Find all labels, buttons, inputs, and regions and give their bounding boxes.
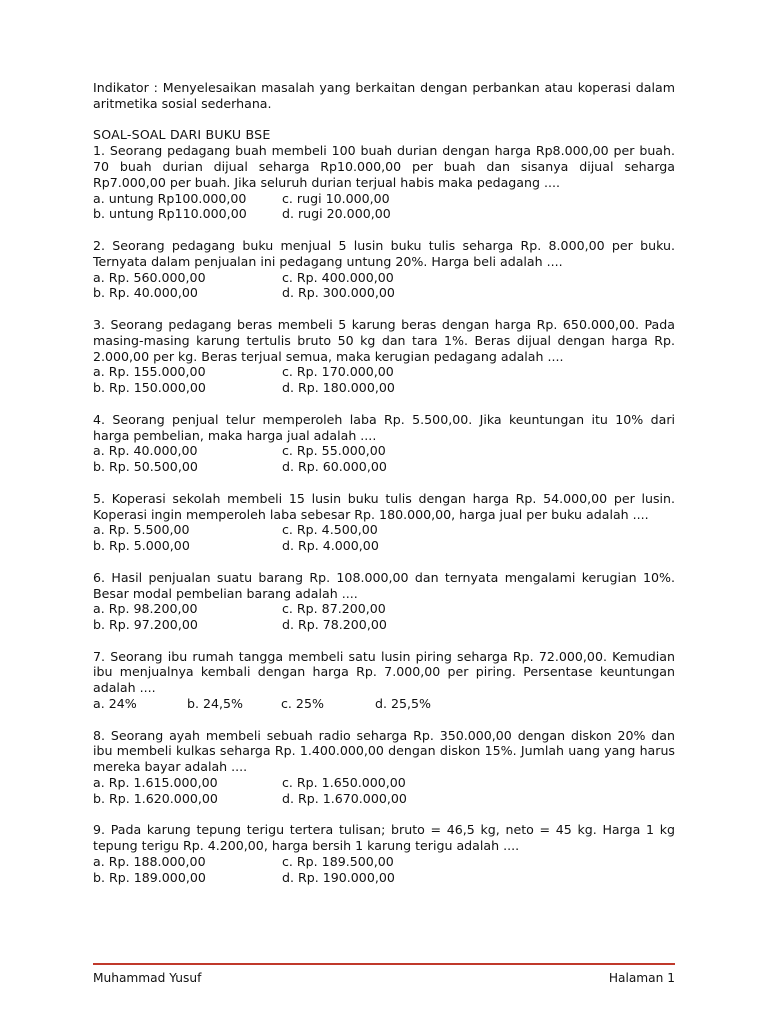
question-text: 1. Seorang pedagang buah membeli 100 buah durian dengan harga Rp8.000,00 per buah. 70 buah durian dijual seharga Rp10.000,00 per buah dan sisanya dijual seharga Rp7.000,00 per buah. Jika seluruh durian terjual habis maka pedagang .... xyxy=(93,143,675,190)
footer-rule xyxy=(93,963,675,965)
option-c: c. Rp. 400.000,00 xyxy=(282,269,394,285)
question-text: 3. Seorang pedagang beras membeli 5 karung beras dengan harga Rp. 650.000,00. Pada masing-masing karung tertulis bruto 50 kg dan tara 1%. Beras dijual dengan harga Rp. 2.000,00 per kg. Beras terjual semua, maka kerugian pedagang adalah .... xyxy=(93,316,675,364)
answer-options xyxy=(93,775,675,807)
answer-options xyxy=(93,364,675,396)
question-list xyxy=(93,143,675,885)
option-a: a. Rp. 188.000,00 xyxy=(93,854,206,870)
question-2 xyxy=(93,238,675,301)
option-b: b. Rp. 40.000,00 xyxy=(93,285,198,301)
indicator-text: Indikator : Menyelesaikan masalah yang berkaitan dengan perbankan atau koperasi dalam aritmetika sosial sederhana. xyxy=(93,80,675,111)
question-4 xyxy=(93,412,675,475)
option-d: d. Rp. 190.000,00 xyxy=(282,869,395,885)
option-d: d. Rp. 78.200,00 xyxy=(282,617,387,633)
option-c: c. rugi 10.000,00 xyxy=(282,190,390,206)
page-footer xyxy=(93,971,675,985)
option-b: b. Rp. 1.620.000,00 xyxy=(93,790,218,806)
question-9 xyxy=(93,822,675,885)
option-b: b. Rp. 150.000,00 xyxy=(93,380,206,396)
question-8 xyxy=(93,728,675,807)
question-6 xyxy=(93,570,675,633)
option-c: c. Rp. 1.650.000,00 xyxy=(282,775,406,791)
option-a: a. Rp. 1.615.000,00 xyxy=(93,775,218,791)
question-7 xyxy=(93,649,675,712)
document-body xyxy=(93,80,675,901)
option-a: a. Rp. 5.500,00 xyxy=(93,522,190,538)
option-b: b. Rp. 97.200,00 xyxy=(93,617,198,633)
spacer xyxy=(93,112,675,128)
question-text: 4. Seorang penjual telur memperoleh laba Rp. 5.500,00. Jika keuntungan itu 10% dari harga pembelian, maka harga jual adalah .... xyxy=(93,411,675,443)
option-c: c. Rp. 4.500,00 xyxy=(282,522,378,538)
question-text: 9. Pada karung tepung terigu tertera tulisan; bruto = 46,5 kg, neto = 45 kg. Harga 1 kg tepung terigu Rp. 4.200,00, harga bersih 1 karung terigu adalah .... xyxy=(93,822,675,854)
answer-options xyxy=(93,854,675,886)
option-a: a. untung Rp100.000,00 xyxy=(93,190,247,206)
section-title: SOAL-SOAL DARI BUKU BSE xyxy=(93,127,271,143)
answer-options xyxy=(93,522,675,554)
option-c: c. Rp. 55.000,00 xyxy=(282,443,386,459)
answer-options xyxy=(93,696,675,712)
option-d: d. rugi 20.000,00 xyxy=(282,206,391,222)
question-5 xyxy=(93,491,675,554)
footer-page-number: Halaman 1 xyxy=(608,971,675,985)
question-3 xyxy=(93,317,675,396)
question-text: 5. Koperasi sekolah membeli 15 lusin buku tulis dengan harga Rp. 54.000,00 per lusin. Koperasi ingin memperoleh laba sebesar Rp. 180.000,00, harga jual per buku adalah .... xyxy=(93,490,675,522)
option-a: a. Rp. 560.000,00 xyxy=(93,269,206,285)
option-d: d. Rp. 4.000,00 xyxy=(282,538,379,554)
option-b: b. Rp. 50.500,00 xyxy=(93,459,198,475)
option-d: d. 25,5% xyxy=(375,696,432,712)
question-text: 7. Seorang ibu rumah tangga membeli satu lusin piring seharga Rp. 72.000,00. Kemudian ibu menjualnya kembali dengan harga Rp. 7.000,00 per piring. Persentase keuntungan adalah .... xyxy=(93,648,675,696)
question-text: 2. Seorang pedagang buku menjual 5 lusin buku tulis seharga Rp. 8.000,00 per buku. Ternyata dalam penjualan ini pedagang untung 20%. Harga beli adalah .... xyxy=(93,237,675,269)
option-a: a. Rp. 155.000,00 xyxy=(93,364,206,380)
option-d: d. Rp. 300.000,00 xyxy=(282,285,395,301)
option-b: b. 24,5% xyxy=(187,696,244,712)
option-c: c. Rp. 189.500,00 xyxy=(282,854,394,870)
option-b: b. Rp. 189.000,00 xyxy=(93,869,206,885)
option-c: c. 25% xyxy=(281,696,324,712)
option-b: b. Rp. 5.000,00 xyxy=(93,538,190,554)
answer-options xyxy=(93,601,675,633)
option-d: d. Rp. 180.000,00 xyxy=(282,380,395,396)
answer-options xyxy=(93,443,675,475)
answer-options xyxy=(93,270,675,302)
answer-options xyxy=(93,191,675,223)
option-a: a. 24% xyxy=(93,696,137,712)
question-text: 6. Hasil penjualan suatu barang Rp. 108.000,00 dan ternyata mengalami kerugian 10%. Besar modal pembelian barang adalah .... xyxy=(93,569,675,601)
option-c: c. Rp. 87.200,00 xyxy=(282,601,386,617)
option-b: b. untung Rp110.000,00 xyxy=(93,206,247,222)
option-d: d. Rp. 60.000,00 xyxy=(282,459,387,475)
question-1 xyxy=(93,143,675,222)
option-d: d. Rp. 1.670.000,00 xyxy=(282,790,407,806)
option-c: c. Rp. 170.000,00 xyxy=(282,364,394,380)
question-text: 8. Seorang ayah membeli sebuah radio seharga Rp. 350.000,00 dengan diskon 20% dan ibu membeli kulkas seharga Rp. 1.400.000,00 dengan diskon 15%. Jumlah uang yang harus mereka bayar adalah .... xyxy=(93,727,675,775)
footer-author: Muhammad Yusuf xyxy=(93,971,202,985)
option-a: a. Rp. 40.000,00 xyxy=(93,443,198,459)
option-a: a. Rp. 98.200,00 xyxy=(93,601,198,617)
